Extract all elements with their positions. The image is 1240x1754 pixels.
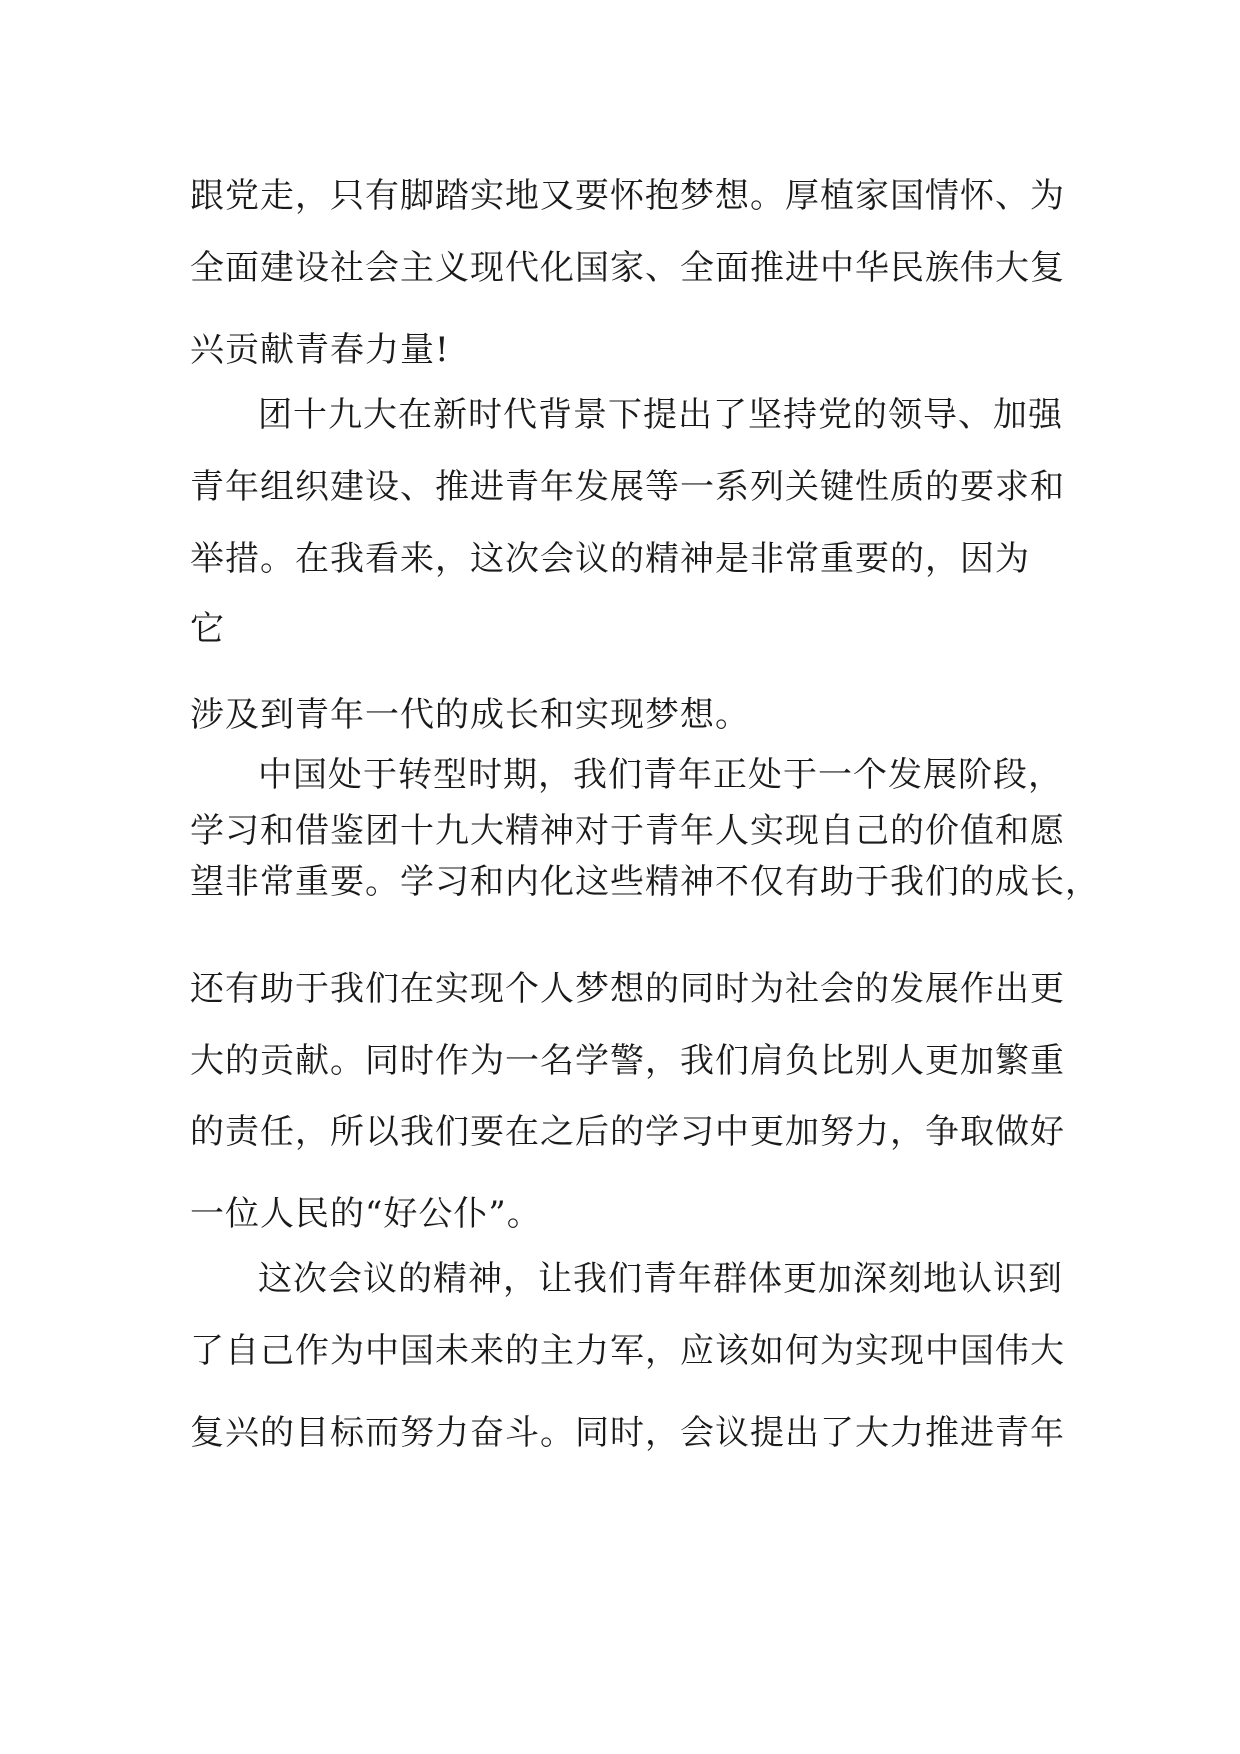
text-line: 涉及到青年一代的成长和实现梦想。: [190, 695, 750, 735]
text-line: 复兴的目标而努力奋斗。同时，会议提出了大力推进青年: [190, 1413, 1065, 1453]
text-line: 青年组织建设、推进青年发展等一系列关键性质的要求和: [190, 467, 1065, 507]
text-line: 举措。在我看来，这次会议的精神是非常重要的，因为: [190, 539, 1030, 579]
text-line: 它: [190, 609, 225, 649]
text-line: 望非常重要。学习和内化这些精神不仅有助于我们的成长，: [190, 862, 1100, 902]
text-line: 一位人民的“好公仆”。: [190, 1194, 542, 1234]
text-line: 跟党走，只有脚踏实地又要怀抱梦想。厚植家国情怀、为: [190, 176, 1065, 216]
text-line: 兴贡献青春力量!: [190, 330, 450, 370]
text-line: 大的贡献。同时作为一名学警，我们肩负比别人更加繁重: [190, 1041, 1065, 1081]
paragraph-start-line: 团十九大在新时代背景下提出了坚持党的领导、加强: [258, 395, 1063, 435]
paragraph-start-line: 这次会议的精神，让我们青年群体更加深刻地认识到: [258, 1259, 1063, 1299]
paragraph-start-line: 中国处于转型时期，我们青年正处于一个发展阶段，: [258, 755, 1063, 795]
text-line: 了自己作为中国未来的主力军，应该如何为实现中国伟大: [190, 1331, 1065, 1371]
text-line: 还有助于我们在实现个人梦想的同时为社会的发展作出更: [190, 969, 1065, 1009]
text-line: 学习和借鉴团十九大精神对于青年人实现自己的价值和愿: [190, 811, 1065, 851]
text-line: 的责任，所以我们要在之后的学习中更加努力，争取做好: [190, 1112, 1065, 1152]
text-line: 全面建设社会主义现代化国家、全面推进中华民族伟大复: [190, 248, 1065, 288]
